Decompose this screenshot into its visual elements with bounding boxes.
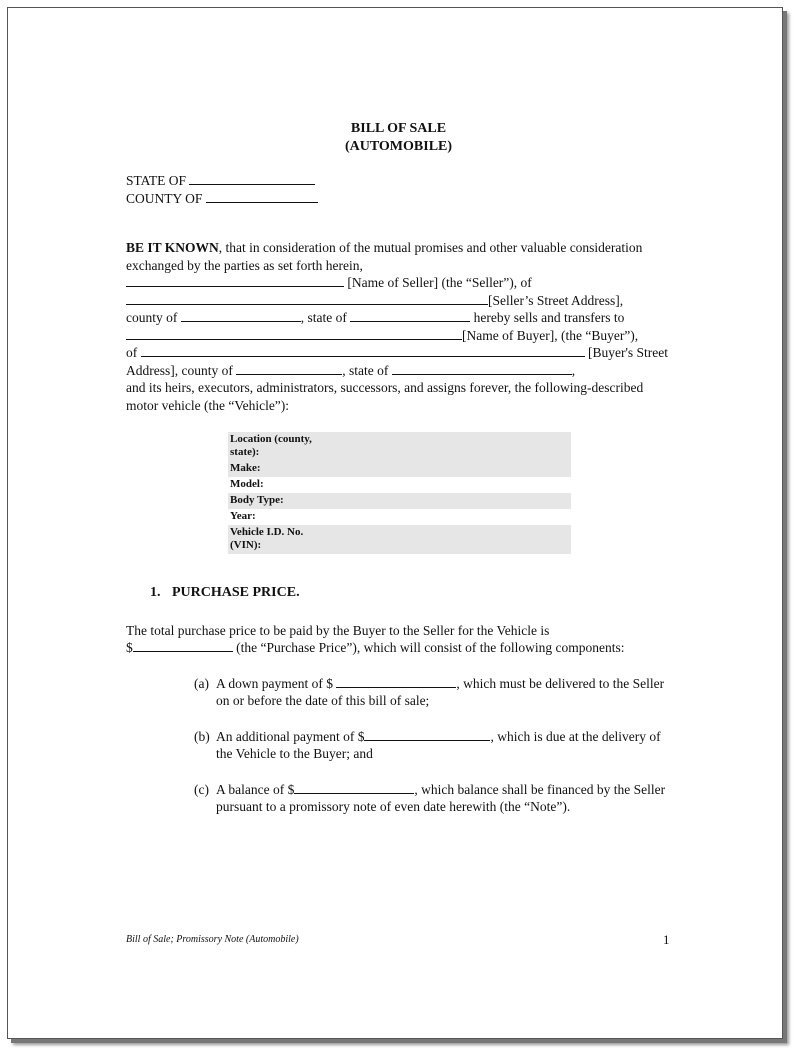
intro-text-3: [Seller’s Street Address],	[488, 292, 624, 308]
intro-text-2: [Name of Seller] (the “Seller”), of	[347, 275, 532, 290]
vehicle-value-make[interactable]	[336, 461, 571, 477]
down-payment-blank[interactable]	[336, 675, 456, 688]
vehicle-label-year: Year:	[230, 510, 256, 522]
section-number: 1.	[150, 585, 161, 600]
item-text-post: , which balance shall be financed by the Seller pursuant to a promissory note of even date herewith (the “Note”).	[216, 781, 666, 814]
buyer-name-blank[interactable]	[126, 327, 462, 340]
intro-text-12: and its heirs, executors, administrators, successors, and assigns forever, the following-described motor vehicle (the “Vehicle”):	[126, 380, 644, 413]
vehicle-value-year[interactable]	[336, 509, 571, 525]
payment-item-c	[126, 781, 671, 816]
vehicle-label-body-type: Body Type:	[228, 493, 336, 509]
item-text-post: , which must be delivered to the Seller on or before the date of this bill of sale;	[216, 675, 665, 708]
item-tag: (a)	[194, 675, 209, 691]
payment-item-b	[126, 728, 671, 763]
document-page	[7, 7, 783, 1039]
vehicle-row-location	[228, 432, 571, 461]
price-dollar-sign: $	[126, 640, 133, 655]
intro-text-4: county of	[126, 310, 178, 325]
payment-item-a	[126, 675, 671, 710]
item-text-pre: A balance of $	[216, 781, 295, 797]
document-title: BILL OF SALE	[350, 121, 447, 136]
vehicle-row-body-type	[228, 493, 571, 509]
buyer-county-blank[interactable]	[236, 362, 342, 375]
section-heading-purchase-price	[150, 584, 671, 602]
vehicle-value-body-type[interactable]	[336, 493, 571, 509]
vehicle-value-location[interactable]	[336, 432, 571, 461]
county-blank[interactable]	[206, 190, 318, 203]
vehicle-label-location: Location (county, state):	[228, 432, 336, 461]
vehicle-row-model	[228, 477, 571, 493]
intro-text-5: , state of	[300, 310, 347, 325]
item-tag: (b)	[194, 728, 210, 744]
vehicle-label-vin: Vehicle I.D. No. (VIN):	[228, 525, 336, 554]
item-text-pre: A down payment of $	[216, 675, 333, 691]
seller-state-blank[interactable]	[350, 309, 470, 322]
vehicle-label-model: Model:	[230, 478, 264, 490]
price-text-1: The total purchase price to be paid by the Buyer to the Seller for the Vehicle is	[126, 622, 550, 638]
vehicle-row-make	[228, 461, 571, 477]
vehicle-value-model[interactable]	[336, 477, 571, 493]
item-tag: (c)	[194, 781, 209, 797]
item-text-post: , which is due at the delivery of the Vehicle to the Buyer; and	[216, 728, 661, 761]
intro-text-11: ,	[571, 362, 576, 378]
vehicle-table	[228, 432, 571, 554]
balance-blank[interactable]	[294, 781, 414, 794]
document-subtitle: (AUTOMOBILE)	[344, 139, 453, 154]
additional-payment-blank[interactable]	[364, 728, 490, 741]
buyer-address-blank[interactable]	[141, 344, 585, 357]
item-text-pre: An additional payment of $	[216, 728, 365, 744]
page-number: 1	[663, 932, 670, 947]
intro-text-6: hereby sells and transfers to	[473, 310, 625, 325]
intro-text-1: , that in consideration of the mutual promises and other valuable consideration exchanged by the parties as set forth herein,	[126, 240, 643, 273]
intro-text-8: of	[126, 345, 138, 360]
seller-address-blank[interactable]	[126, 292, 488, 305]
state-line	[126, 172, 671, 190]
purchase-price-blank[interactable]	[133, 639, 233, 652]
vehicle-row-vin	[228, 525, 571, 554]
page-footer	[126, 934, 674, 945]
vehicle-value-vin[interactable]	[336, 525, 571, 554]
intro-bold: BE IT KNOWN	[126, 240, 219, 255]
venue-block	[126, 172, 671, 207]
state-blank[interactable]	[189, 172, 315, 185]
buyer-state-blank[interactable]	[392, 362, 572, 375]
intro-text-10: , state of	[342, 362, 389, 378]
vehicle-label-make: Make:	[228, 461, 336, 477]
county-label: COUNTY OF	[126, 190, 203, 206]
section-title: PURCHASE PRICE.	[172, 585, 300, 600]
county-line	[126, 190, 671, 208]
seller-county-blank[interactable]	[181, 309, 301, 322]
purchase-price-paragraph	[126, 622, 671, 657]
price-text-2: (the “Purchase Price”), which will consist of the following components:	[236, 640, 625, 655]
seller-name-blank[interactable]	[126, 274, 344, 287]
vehicle-row-year	[228, 509, 571, 525]
intro-text-9: [Buyer's Street Address], county of	[126, 345, 669, 378]
document-content	[126, 120, 671, 816]
state-label: STATE OF	[126, 173, 187, 188]
intro-paragraph	[126, 239, 671, 414]
footer-title: Bill of Sale; Promissory Note (Automobile)	[126, 934, 299, 945]
intro-text-7: [Name of Buyer], (the “Buyer”),	[462, 327, 639, 343]
